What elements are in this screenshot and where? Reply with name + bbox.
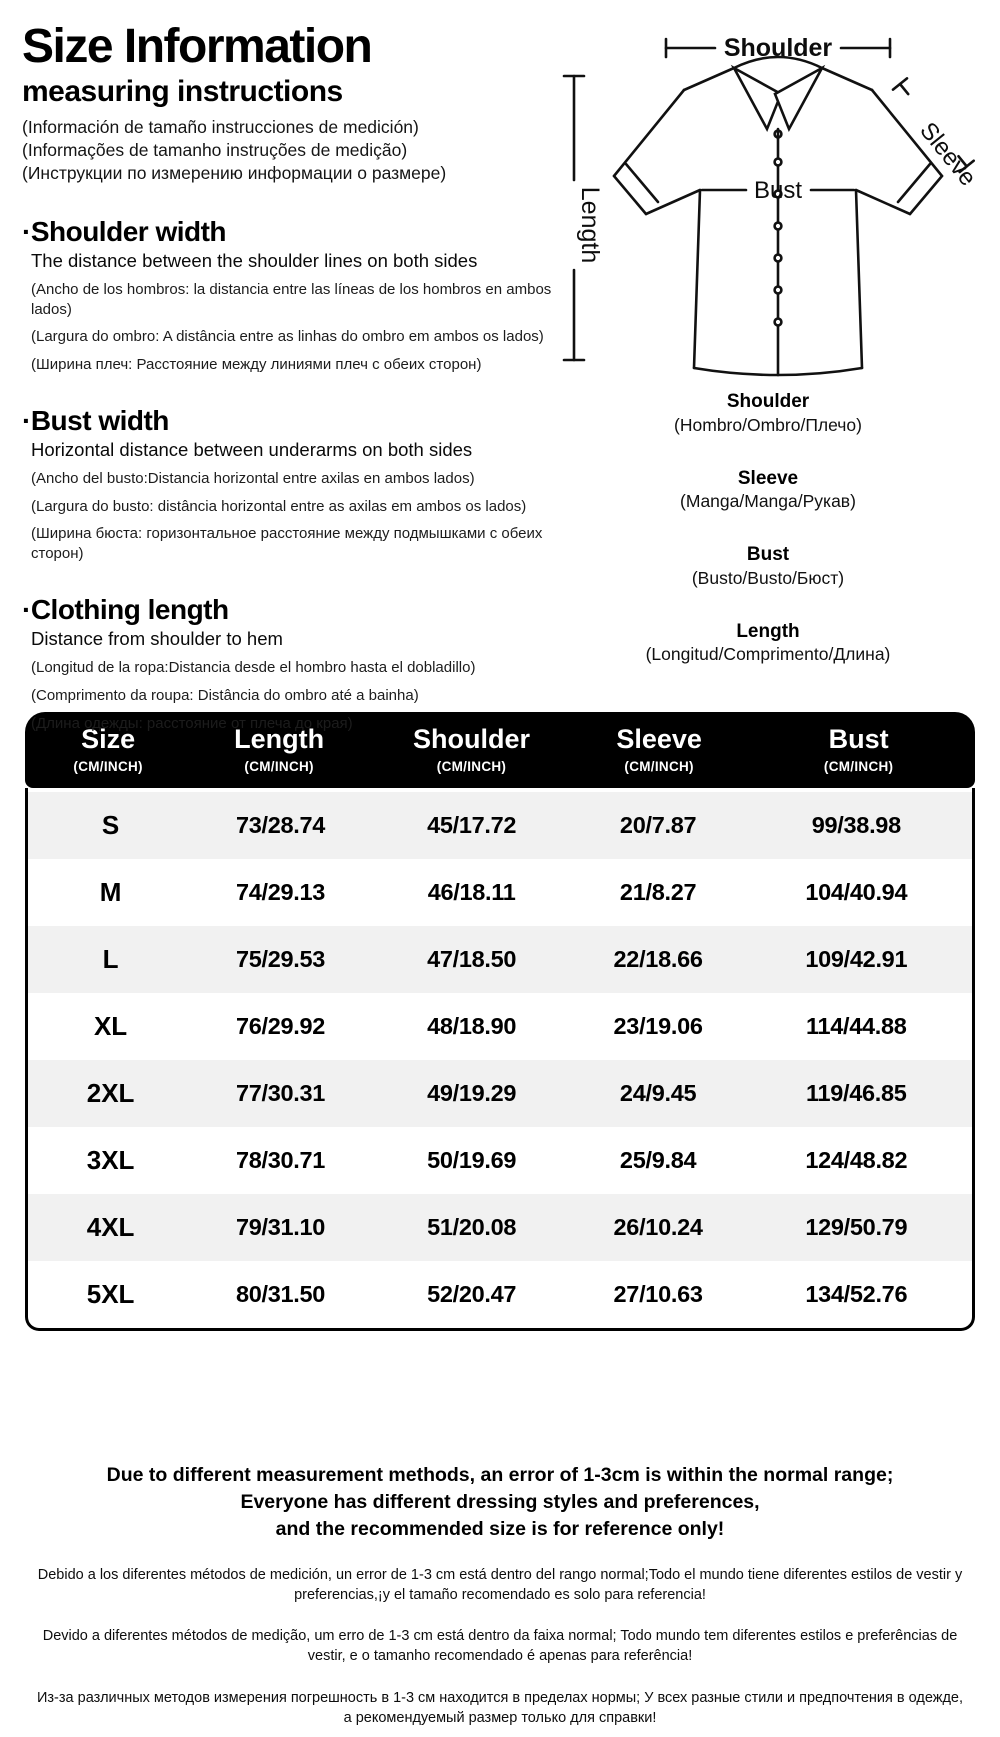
legend-item-sleeve [548,467,988,514]
column-label: Sleeve [616,724,702,754]
cell-bust: 99/38.98 [811,811,901,838]
translation-ru: (Ширина бюста: горизонтальное расстояние между подмышками с обеих сторон) [31,525,543,563]
legend-translations: (Busto/Busto/Бюст) [691,567,845,588]
table-row-l [28,926,972,993]
cell-length: 78/30.71 [235,1146,326,1173]
column-label: Size [81,724,136,754]
section-description: The distance between the shoulder lines on both sides [31,249,478,271]
cell-size: XL [93,1010,128,1041]
section-shoulder-width [22,216,554,375]
table-row-5xl [28,1261,972,1328]
disclaimer-spanish: Debido a los diferentes métodos de medición, un error de 1-3 cm está dentro del rango normal;Todo el mundo tiene diferentes estilos de vestir y preferencias,¡y el tamaño recomendado es solo para referencia! [37,1566,963,1603]
header-cell-bust [742,725,975,774]
section-heading: ·Clothing length [22,594,229,626]
cell-bust: 104/40.94 [805,878,908,905]
translation-pt: (Largura do ombro: A distância entre as linhas do ombro em ambos os lados) [31,328,544,346]
page-subtitle: measuring instructions [22,74,343,108]
disclaimer-line: Everyone has different dressing styles and preferences, [240,1490,760,1513]
column-unit: (CM/INCH) [73,758,143,774]
cell-length: 73/28.74 [235,811,326,838]
cell-sleeve: 21/8.27 [619,878,697,905]
left-shoulder-seam [684,68,734,90]
column-unit: (CM/INCH) [624,758,694,774]
section-heading: ·Shoulder width [22,215,227,247]
cell-bust: 134/52.76 [805,1280,908,1307]
section-bust-width [22,405,554,564]
collar-left-flap [734,68,781,129]
disclaimer-english [0,1462,1000,1544]
column-label: Bust [828,724,889,754]
cell-sleeve: 27/10.63 [613,1280,703,1307]
title-translation-pt: (Informações de tamanho instruções de medição) [22,140,408,161]
cell-length: 80/31.50 [235,1280,326,1307]
diagram-sleeve-label: Sleeve [914,117,982,192]
cell-size: 5XL [86,1278,135,1309]
disclaimer-portuguese: Devido a diferentes métodos de medição, um erro de 1-3 cm está dentro da faixa normal; Todo mundo tem diferentes estilos e preferências de vestir, e o tamanho recomendado é apenas para referência! [42,1628,958,1665]
measurement-legend [548,390,988,696]
legend-item-shoulder [548,390,988,437]
legend-translations: (Longitud/Comprimento/Длина) [645,644,891,665]
column-unit: (CM/INCH) [244,758,314,774]
translation-es: (Longitud de la ropa:Distancia desde el hombro hasta el dobladillo) [31,659,476,677]
title-translations [22,116,554,186]
cell-bust: 119/46.85 [806,1079,907,1106]
cell-bust: 124/48.82 [805,1146,908,1173]
translation-pt: (Comprimento da roupa: Distância do ombro até a bainha) [31,686,419,704]
legend-item-bust [548,543,988,590]
legend-name: Shoulder [726,391,810,412]
cell-size: S [101,809,120,840]
table-row-s [28,792,972,859]
cell-sleeve: 22/18.66 [613,945,703,972]
table-row-2xl [28,1060,972,1127]
cell-bust: 129/50.79 [805,1213,908,1240]
cell-sleeve: 23/19.06 [613,1012,703,1039]
table-row-m [28,859,972,926]
translation-ru: (Ширина плеч: Расстояние между линиями плеч с обеих сторон) [31,356,482,374]
column-label: Length [234,724,325,754]
cell-bust: 114/44.88 [806,1012,907,1039]
section-clothing-length [22,594,554,733]
column-unit: (CM/INCH) [823,758,894,774]
cell-length: 79/31.10 [235,1213,326,1240]
section-translations [22,658,554,733]
left-sleeve [614,90,700,214]
top-area [0,0,1000,732]
legend-name: Length [736,620,800,642]
table-row-xl [28,993,972,1060]
cell-shoulder: 50/19.69 [427,1146,517,1173]
cell-shoulder: 47/18.50 [427,945,517,972]
title-translation-es: (Información de tamaño instrucciones de medición) [22,116,419,137]
cell-length: 74/29.13 [235,878,326,905]
collar-right-flap [775,68,822,129]
shirt-measurement-diagram [548,28,988,389]
translation-pt: (Largura do busto: distância horizontal entre as axilas em ambos os lados) [31,497,527,515]
cell-shoulder: 51/20.08 [427,1213,517,1240]
cell-bust: 109/42.91 [805,945,908,972]
cell-length: 75/29.53 [235,945,326,972]
page-title: Size Information [22,20,372,73]
disclaimer-line: and the recommended size is for reference only! [275,1518,725,1541]
column-unit: (CM/INCH) [436,758,507,774]
section-description: Horizontal distance between underarms on both sides [31,438,473,460]
diagram-shoulder-label: Shoulder [723,34,833,62]
size-table [25,712,975,1331]
diagram-bust-label: Bust [753,177,803,204]
cell-shoulder: 52/20.47 [427,1280,517,1307]
legend-item-length [548,620,988,667]
disclaimer-line: Due to different measurement methods, an error of 1-3cm is within the normal range; [106,1463,894,1486]
cell-shoulder: 46/18.11 [427,878,516,905]
section-translations [22,469,554,564]
translation-es: (Ancho de los hombros: la distancia entre las líneas de los hombros en ambos lados) [31,280,552,318]
cell-sleeve: 26/10.24 [613,1213,703,1240]
cell-size: 2XL [86,1077,135,1108]
right-shoulder-seam [822,68,872,90]
diagram-length-label: Length [576,186,604,264]
cell-shoulder: 49/19.29 [427,1079,517,1106]
legend-translations: (Hombro/Ombro/Плечо) [674,414,862,435]
cell-sleeve: 20/7.87 [619,811,697,838]
table-row-3xl [28,1127,972,1194]
size-table-body [25,788,975,1331]
section-description: Distance from shoulder to hem [31,628,283,650]
legend-translations: (Manga/Manga/Рукав) [680,491,856,512]
disclaimer-russian: Из-за различных методов измерения погрешность в 1-3 см находится в пределах нормы; У всех разные стили и предпочтения в одежде, а рекомендуемый размер только для справки! [36,1689,963,1727]
section-translations [22,280,554,375]
translation-es: (Ancho del busto:Distancia horizontal entre axilas en ambos lados) [31,469,475,487]
disclaimer-footer [0,1462,1000,1729]
legend-name: Sleeve [737,467,799,489]
cell-size: 4XL [86,1211,135,1242]
cell-length: 76/29.92 [235,1012,326,1039]
cell-sleeve: 24/9.45 [619,1079,697,1106]
legend-name: Bust [746,544,790,565]
translation-ru: (Длина одежды: расстояние от плеча до края) [31,714,353,732]
cell-length: 77/30.31 [235,1079,326,1106]
shirt-diagram-icon [548,28,988,384]
table-row-4xl [28,1194,972,1261]
title-translation-ru: (Инструкции по измерению информации о размере) [22,163,447,184]
cell-size: L [102,943,119,974]
cell-size: 3XL [86,1144,135,1175]
cell-size: M [99,876,122,907]
cell-shoulder: 45/17.72 [427,811,517,838]
cell-shoulder: 48/18.90 [427,1012,517,1039]
header-cell-sleeve [576,725,742,774]
column-label: Shoulder [412,724,530,754]
instructions-column [22,22,554,733]
section-heading: ·Bust width [22,404,169,436]
cell-sleeve: 25/9.84 [619,1146,697,1173]
